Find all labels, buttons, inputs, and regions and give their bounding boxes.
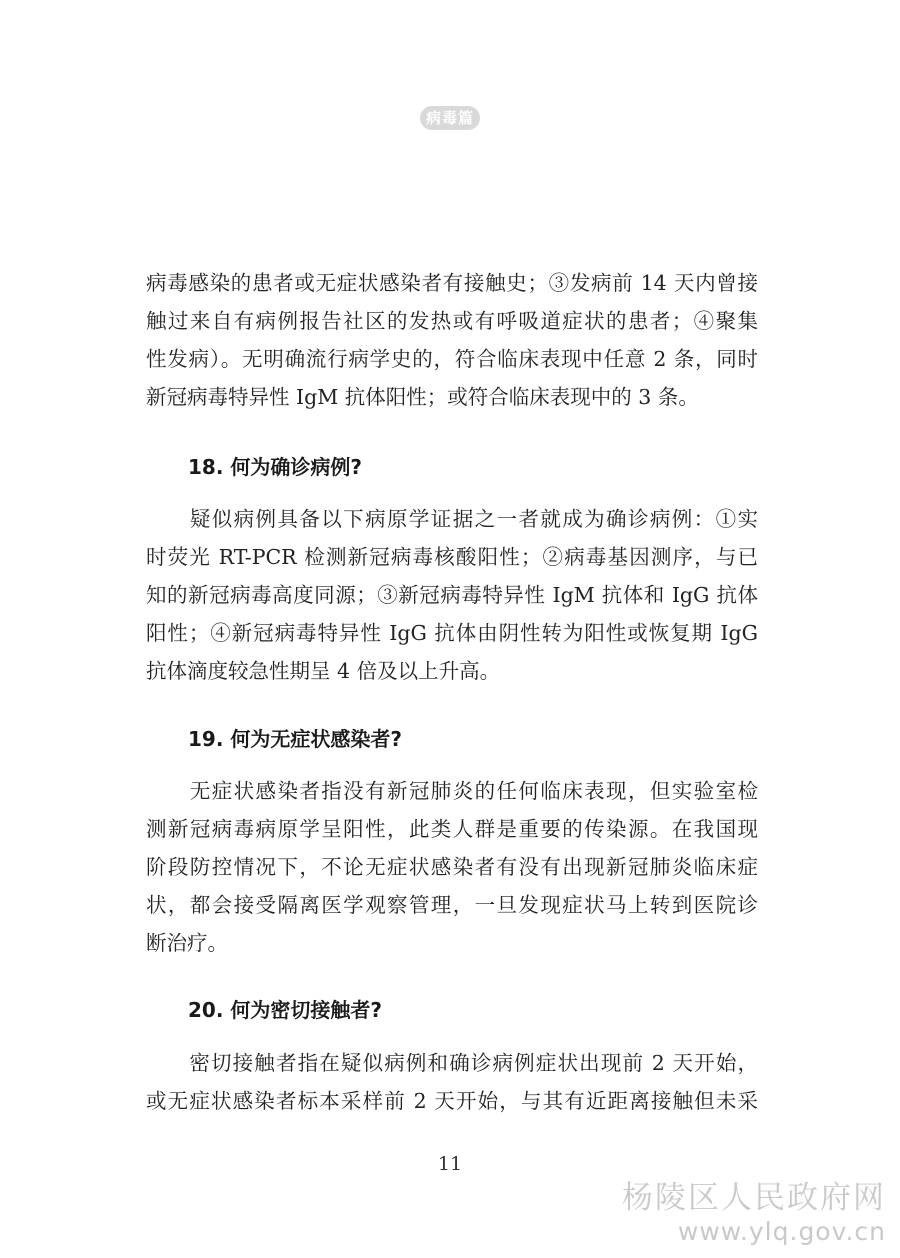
paragraph-line: 阶段防控情况下，不论无症状感染者有没有出现新冠肺炎临床症 [146,855,758,879]
watermark-url: www.ylq.gov.cn [677,1217,886,1246]
paragraph-line: 密切接触者指在疑似病例和确诊病例症状出现前 2 天开始， [146,1051,758,1075]
page-number: 11 [437,1153,463,1175]
watermark [622,1180,886,1248]
paragraph-line: 性发病）。无明确流行病学史的，符合临床表现中任意 2 条，同时 [146,347,758,371]
paragraph-line: 时荧光 RT-PCR 检测新冠病毒核酸阳性；②病毒基因测序，与已 [146,545,758,569]
paragraph-line: 状，都会接受隔离医学观察管理，一旦发现症状马上转到医院诊 [146,893,758,917]
paragraph-line: 触过来自有病例报告社区的发热或有呼吸道症状的患者；④聚集 [146,309,758,333]
paragraph-line: 病毒感染的患者或无症状感染者有接触史；③发病前 14 天内曾接 [146,271,758,295]
section-tag: 病毒篇 [420,106,480,130]
paragraph-line: 测新冠病毒病原学呈阳性，此类人群是重要的传染源。在我国现 [146,817,758,841]
paragraph-line: 无症状感染者指没有新冠肺炎的任何临床表现，但实验室检 [146,779,758,803]
paragraph-line: 知的新冠病毒高度同源；③新冠病毒特异性 IgM 抗体和 IgG 抗体 [146,583,758,607]
paragraph-line: 或无症状感染者标本采样前 2 天开始，与其有近距离接触但未采 [146,1089,758,1113]
question-20-heading: 20. 何为密切接触者? [188,998,382,1022]
paragraph-line: 疑似病例具备以下病原学证据之一者就成为确诊病例：①实 [146,507,758,531]
paragraph-line: 阳性；④新冠病毒特异性 IgG 抗体由阴性转为阳性或恢复期 IgG [146,621,758,645]
paragraph-line: 抗体滴度较急性期呈 4 倍及以上升高。 [146,659,501,683]
paragraph-line: 新冠病毒特异性 IgM 抗体阳性；或符合临床表现中的 3 条。 [146,385,699,409]
question-19-heading: 19. 何为无症状感染者? [188,727,402,751]
question-18-heading: 18. 何为确诊病例? [188,455,362,479]
watermark-name: 杨陵区人民政府网 [622,1180,886,1216]
paragraph-line: 断治疗。 [146,931,228,955]
